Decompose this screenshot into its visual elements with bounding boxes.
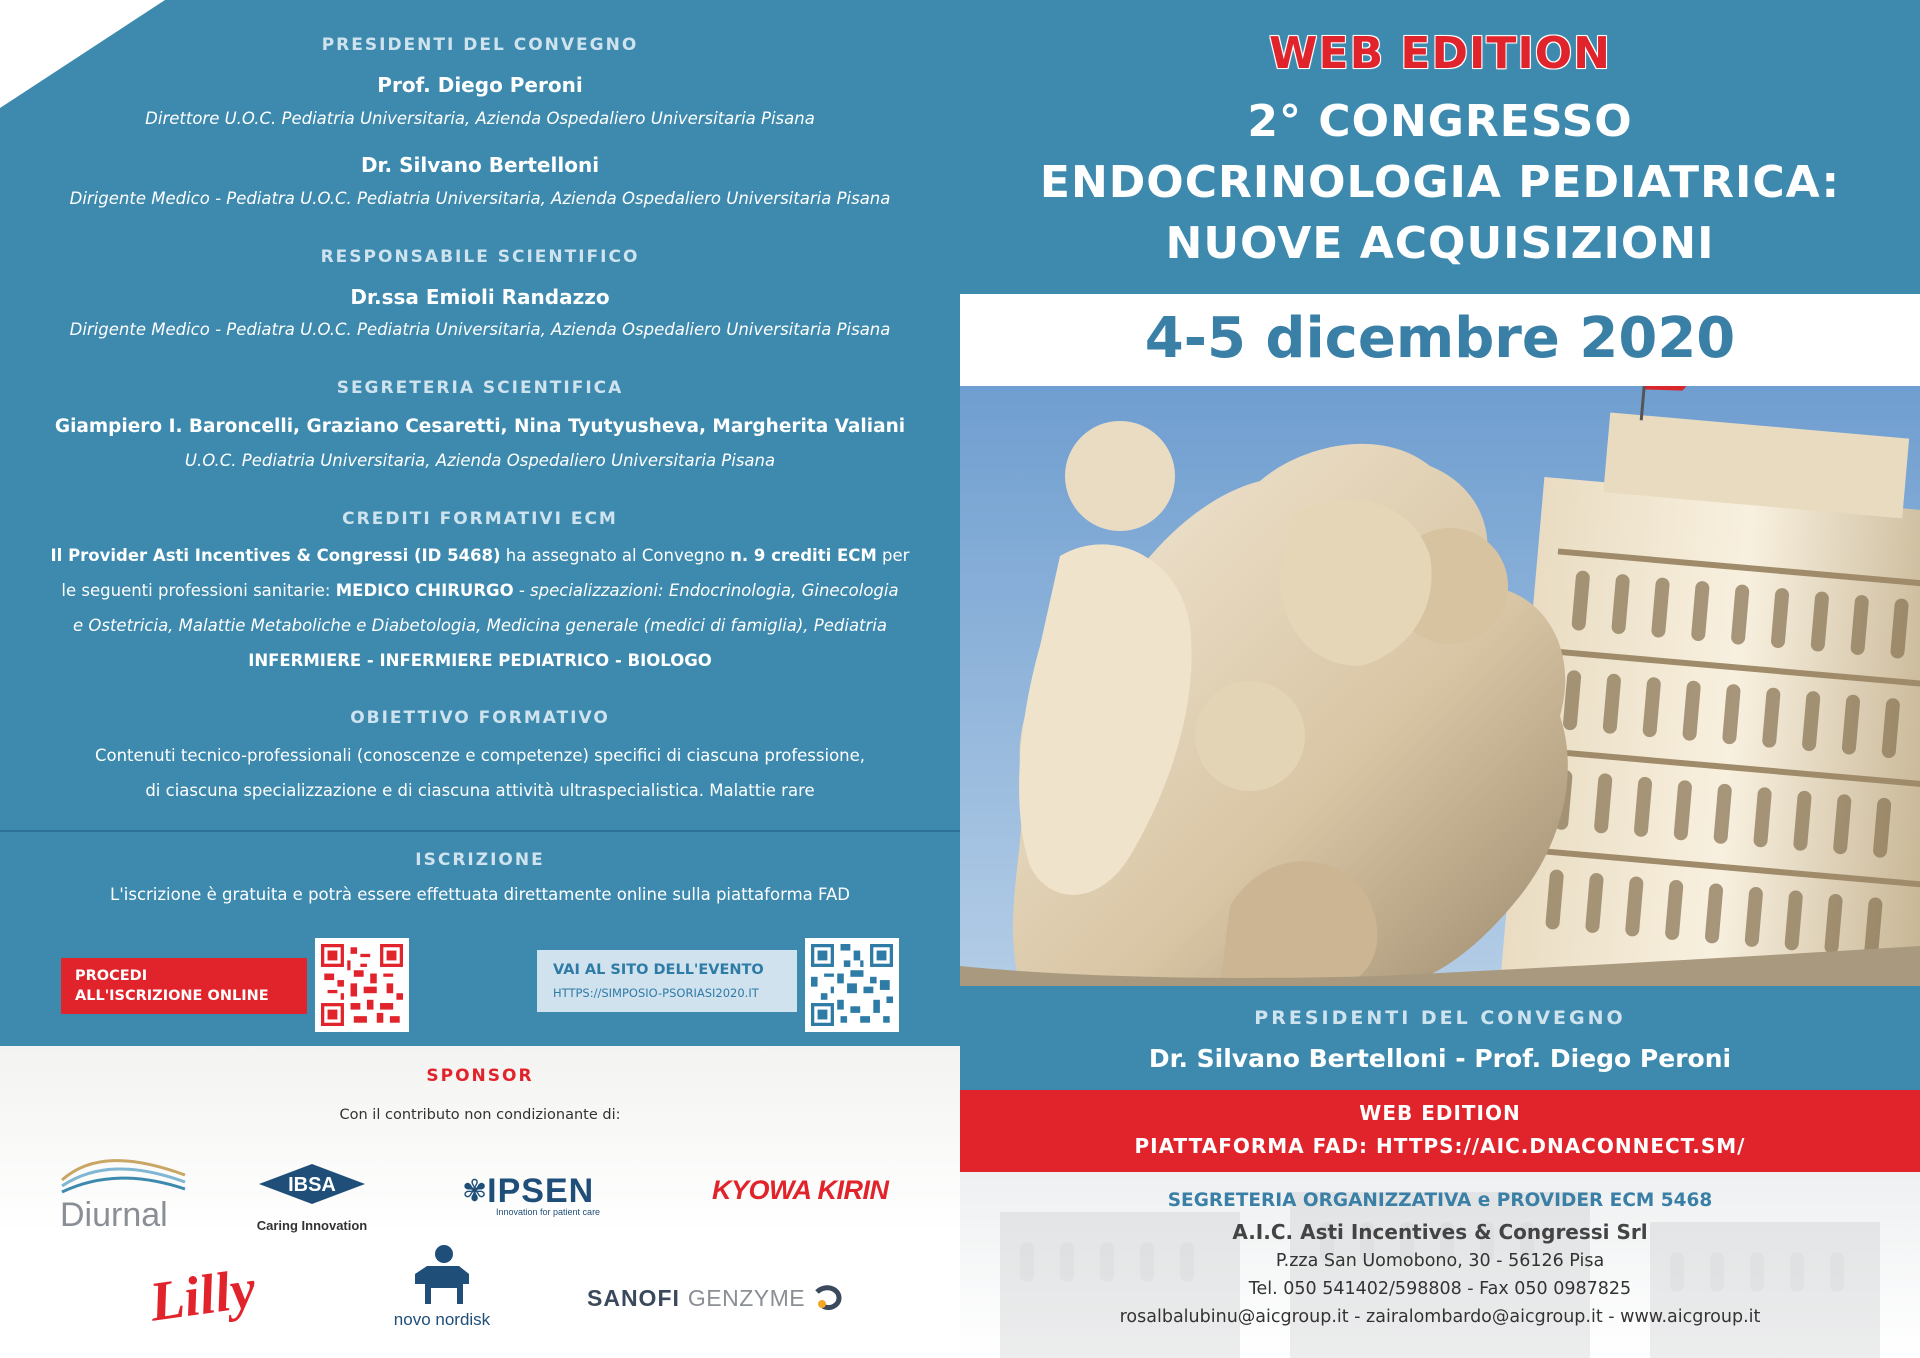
segreteria-role: U.O.C. Pediatria Universitaria, Azienda Ospedaliero Universitaria Pisana [184, 451, 776, 470]
ipsen-symbol-icon: ✾ [462, 1174, 488, 1209]
iscrizione-text: L'iscrizione è gratuita e potrà essere effettuata direttamente online sulla piattaforma FAD [110, 885, 850, 904]
web-edition-label: WEB EDITION [1359, 1101, 1521, 1125]
organizer-heading: SEGRETERIA ORGANIZZATIVA e PROVIDER ECM 5468 [1167, 1190, 1713, 1211]
crediti-line-1 [0, 546, 960, 565]
event-date: 4-5 dicembre 2020 [1144, 306, 1736, 371]
ipsen-tagline: Innovation for patient care [496, 1207, 601, 1217]
responsabile-name: Dr.ssa Emioli Randazzo [350, 285, 610, 309]
crediti-profession: MEDICO CHIRURGO [335, 581, 514, 600]
register-button-label: PROCEDI [75, 968, 148, 984]
diurnal-waves-icon [60, 1150, 190, 1200]
presidents-band [960, 986, 1920, 1090]
president-name: Dr. Silvano Bertelloni [360, 153, 600, 177]
congress-title-line-3: NUOVE ACQUISIZIONI [1165, 218, 1715, 269]
sanofi-genzyme-logo [587, 1280, 847, 1316]
crediti-line-2 [0, 581, 960, 600]
kyowa-kirin-logo: KYOWA KIRIN [712, 1175, 889, 1205]
section-heading-responsabile: RESPONSABILE SCIENTIFICO [320, 247, 640, 267]
pisa-photo [960, 386, 1920, 986]
president-role: Direttore U.O.C. Pediatria Universitaria, Azienda Ospedaliero Universitaria Pisana [145, 109, 815, 128]
register-button-label: ALL'ISCRIZIONE ONLINE [75, 988, 269, 1004]
segreteria-names: Giampiero I. Baroncelli, Graziano Cesaretti, Nina Tyutyusheva, Margherita Valiani [54, 416, 906, 437]
web-edition-title: WEB EDITION [1268, 28, 1611, 79]
obiettivo-line-1: Contenuti tecnico-professionali (conoscenze e competenze) specifici di ciascuna professione, [94, 746, 866, 765]
responsabile-role: Dirigente Medico - Pediatra U.O.C. Pediatria Universitaria, Azienda Ospedaliero Universitaria Pisana [69, 320, 891, 339]
crediti-text: per [876, 546, 910, 565]
congress-title-line-1: 2° CONGRESSO [1247, 96, 1633, 147]
qr-icon [811, 944, 893, 1026]
event-site-label: VAI AL SITO DELL'EVENTO [553, 962, 764, 978]
platform-url-link[interactable]: PIATTAFORMA FAD: HTTPS://AIC.DNACONNECT.SM/ [1134, 1134, 1746, 1158]
section-heading-obiettivo: OBIETTIVO FORMATIVO [350, 708, 610, 728]
ibsa-wordmark: IBSA [288, 1174, 336, 1196]
qr-icon [321, 944, 403, 1026]
crediti-specializations: - specializzazioni: Endocrinologia, Ginecologia [513, 581, 899, 600]
obiettivo-line-2: di ciascuna specializzazione e di ciascuna attività ultraspecialistica. Malattie rare [145, 781, 815, 800]
genzyme-wordmark: GENZYME [687, 1284, 806, 1311]
crediti-line-3: e Ostetricia, Malattie Metaboliche e Diabetologia, Medicina generale (medici di famiglia), Pediatria [72, 616, 888, 635]
section-heading-presidenti: PRESIDENTI DEL CONVEGNO [321, 35, 639, 55]
presidents-names: Dr. Silvano Bertelloni - Prof. Diego Peroni [1148, 1044, 1732, 1073]
apis-bull-icon [407, 1244, 477, 1310]
novo-nordisk-wordmark: novo nordisk [393, 1310, 491, 1329]
president-name: Prof. Diego Peroni [377, 73, 583, 97]
register-online-button[interactable] [61, 958, 307, 1014]
ibsa-diamond-icon [257, 1162, 367, 1206]
ibsa-tagline: Caring Innovation [256, 1218, 368, 1233]
section-heading-crediti: CREDITI FORMATIVI ECM [342, 509, 618, 529]
novo-nordisk-logo [382, 1244, 502, 1344]
diurnal-logo [60, 1150, 190, 1234]
organizer-company: A.I.C. Asti Incentives & Congressi Srl [1232, 1220, 1648, 1244]
diurnal-wordmark: Diurnal [60, 1196, 168, 1234]
section-divider [0, 830, 960, 832]
pisa-tower-cherubs-image [960, 386, 1920, 986]
qr-code-registration[interactable] [315, 938, 409, 1032]
crediti-line-4: INFERMIERE - INFERMIERE PEDIATRICO - BIOLOGO [248, 651, 712, 670]
crediti-count: n. 9 crediti ECM [730, 546, 877, 565]
congress-title-line-2: ENDOCRINOLOGIA PEDIATRICA: [1039, 157, 1841, 208]
ibsa-logo [252, 1162, 372, 1242]
organizer-phone: Tel. 050 541402/598808 - Fax 050 0987825 [1248, 1279, 1632, 1299]
crediti-text: ha assegnato al Convegno [500, 546, 731, 565]
section-heading-iscrizione: ISCRIZIONE [415, 850, 545, 870]
ipsen-wordmark: IPSEN [487, 1172, 595, 1210]
event-site-button[interactable] [537, 950, 797, 1012]
ipsen-logo [462, 1172, 622, 1222]
sponsor-subtitle: Con il contributo non condizionante di: [339, 1107, 621, 1123]
organizer-address: P.zza San Uomobono, 30 - 56126 Pisa [1275, 1251, 1605, 1271]
presidents-heading: PRESIDENTI DEL CONVEGNO [1254, 1007, 1626, 1029]
sponsor-title: SPONSOR [426, 1066, 534, 1086]
section-heading-segreteria: SEGRETERIA SCIENTIFICA [336, 378, 624, 398]
crediti-provider: Il Provider Asti Incentives & Congressi (ID 5468) [50, 546, 501, 565]
organizer-contacts[interactable]: rosalbalubinu@aicgroup.it - zairalombardo@aicgroup.it - www.aicgroup.it [1119, 1307, 1761, 1327]
lilly-logo: Lilly [145, 1257, 260, 1334]
sanofi-wordmark: SANOFI [587, 1284, 680, 1311]
event-site-url: HTTPS://SIMPOSIO-PSORIASI2020.IT [553, 986, 759, 1000]
president-role: Dirigente Medico - Pediatra U.O.C. Pediatria Universitaria, Azienda Ospedaliero Universitaria Pisana [69, 189, 891, 208]
sanofi-swirl-icon [813, 1284, 843, 1312]
qr-code-event-site[interactable] [805, 938, 899, 1032]
crediti-text: le seguenti professioni sanitarie: [61, 581, 336, 600]
